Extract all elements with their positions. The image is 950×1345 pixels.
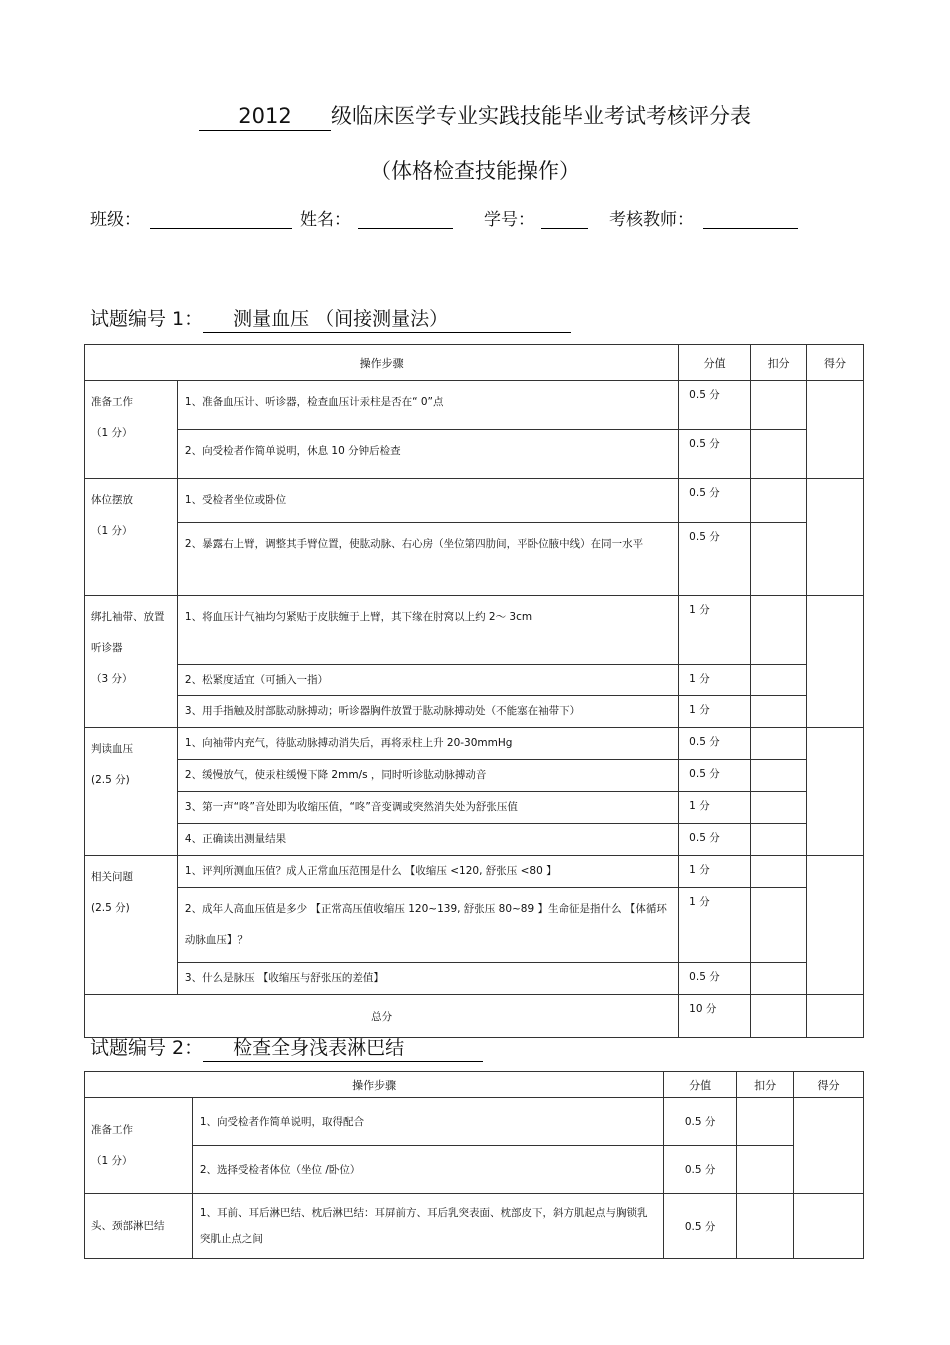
- step-text: 1、耳前、耳后淋巴结、枕后淋巴结：耳屏前方、耳后乳突表面、枕部皮下，斜方肌起点与胸锁乳突肌止点之间: [192, 1194, 663, 1259]
- q2-label: 试题编号 2：: [90, 1037, 204, 1059]
- table-row: [85, 381, 864, 430]
- category-points: （1 分）: [91, 1154, 133, 1167]
- category-name: 相关问题: [91, 871, 133, 883]
- student-id-field: [541, 228, 588, 229]
- header-deduct: 扣分: [751, 345, 807, 381]
- deduct-cell[interactable]: [751, 479, 807, 523]
- deduct-cell[interactable]: [751, 596, 807, 665]
- total-label: 总分: [85, 995, 679, 1038]
- step-score: 0.5 分: [679, 824, 751, 856]
- step-text: 2、成年人高血压值是多少 【正常高压值收缩压 120~139, 舒张压 80~89 】生命征是指什么 【体循环动脉血压】？: [177, 888, 678, 963]
- header-deduct: 扣分: [737, 1072, 794, 1098]
- deduct-cell[interactable]: [751, 523, 807, 596]
- q2-score-table: [84, 1071, 864, 1259]
- table-row: [85, 430, 864, 479]
- category-name: 体位摆放: [91, 494, 133, 506]
- step-score: 0.5 分: [679, 728, 751, 760]
- step-text: 1、受检者坐位或卧位: [177, 479, 678, 523]
- step-score: 1 分: [679, 596, 751, 665]
- step-text: 1、向袖带内充气，待肱动脉搏动消失后，再将汞柱上升 20-30mmHg: [177, 728, 678, 760]
- header-score: 分值: [664, 1072, 737, 1098]
- got-cell[interactable]: [794, 1194, 864, 1259]
- total-got-cell[interactable]: [807, 995, 864, 1038]
- step-score: 1 分: [679, 888, 751, 963]
- table-row: [85, 856, 864, 888]
- total-score: 10 分: [679, 995, 751, 1038]
- table-row: [85, 824, 864, 856]
- step-score: 0.5 分: [679, 760, 751, 792]
- category-points: （1 分）: [91, 427, 133, 439]
- step-text: 1、向受检者作简单说明，取得配合: [192, 1098, 663, 1146]
- table-row: [85, 888, 864, 963]
- deduct-cell[interactable]: [737, 1098, 794, 1146]
- document-subtitle: （体格检查技能操作）: [370, 159, 580, 183]
- document-title: [0, 100, 950, 131]
- header-got: 得分: [807, 345, 864, 381]
- step-text: 2、向受检者作简单说明，休息 10 分钟后检查: [177, 430, 678, 479]
- teacher-field: [703, 228, 798, 229]
- category-cell: [85, 381, 178, 479]
- got-cell[interactable]: [807, 596, 864, 728]
- category-cell: [85, 479, 178, 596]
- category-name: 头、颈部淋巴结: [91, 1220, 165, 1232]
- step-score: 1 分: [679, 696, 751, 728]
- step-score: 0.5 分: [664, 1098, 737, 1146]
- table-row: [85, 479, 864, 523]
- category-cell: [85, 1098, 193, 1194]
- table-row: [85, 1194, 864, 1259]
- q1-label: 试题编号 1：: [90, 308, 204, 330]
- q2-header-row: [85, 1072, 864, 1098]
- deduct-cell[interactable]: [751, 760, 807, 792]
- q1-score-table: [84, 344, 864, 1038]
- step-text: 4、正确读出测量结果: [177, 824, 678, 856]
- category-points: （1 分）: [91, 525, 133, 537]
- category-cell: [85, 1194, 193, 1259]
- class-label: 班级：: [90, 210, 141, 230]
- deduct-cell[interactable]: [751, 665, 807, 696]
- table-row: [85, 596, 864, 665]
- deduct-cell[interactable]: [751, 696, 807, 728]
- q2-heading: [90, 1033, 483, 1062]
- name-label: 姓名：: [300, 210, 351, 230]
- got-cell[interactable]: [807, 381, 864, 479]
- header-step: 操作步骤: [85, 1072, 664, 1098]
- table-row: [85, 1146, 864, 1194]
- step-text: 2、缓慢放气，使汞柱缓慢下降 2mm/s ，同时听诊肱动脉搏动音: [177, 760, 678, 792]
- table-row: [85, 1098, 864, 1146]
- total-deduct-cell[interactable]: [751, 995, 807, 1038]
- q1-title: 测量血压 （间接测量法）: [203, 304, 571, 333]
- step-score: 0.5 分: [679, 963, 751, 995]
- deduct-cell[interactable]: [751, 381, 807, 430]
- got-cell[interactable]: [794, 1098, 864, 1194]
- category-cell: [85, 728, 178, 856]
- title-year: 2012: [199, 104, 331, 131]
- category-cell: [85, 856, 178, 995]
- step-score: 0.5 分: [679, 381, 751, 430]
- total-row: [85, 995, 864, 1038]
- q2-title: 检查全身浅表淋巴结: [203, 1033, 483, 1062]
- category-name: 绑扎袖带、放置听诊器: [91, 611, 165, 654]
- deduct-cell[interactable]: [751, 792, 807, 824]
- category-points: (2.5 分): [91, 774, 130, 786]
- name-field: [358, 228, 453, 229]
- step-text: 3、什么是脉压 【收缩压与舒张压的差值】: [177, 963, 678, 995]
- step-score: 0.5 分: [664, 1146, 737, 1194]
- step-text: 3、第一声“咚”音处即为收缩压值，“咚”音变调或突然消失处为舒张压值: [177, 792, 678, 824]
- category-name: 准备工作: [91, 1123, 133, 1136]
- q1-heading: [90, 304, 571, 333]
- deduct-cell[interactable]: [751, 888, 807, 963]
- step-score: 0.5 分: [679, 523, 751, 596]
- got-cell[interactable]: [807, 479, 864, 596]
- step-score: 0.5 分: [679, 479, 751, 523]
- header-step: 操作步骤: [85, 345, 679, 381]
- table-row: [85, 728, 864, 760]
- class-field: [150, 228, 292, 229]
- student-id-label: 学号：: [484, 210, 535, 230]
- table-row: [85, 696, 864, 728]
- table-row: [85, 665, 864, 696]
- step-text: 3、用手指触及肘部肱动脉搏动；听诊器胸件放置于肱动脉搏动处（不能塞在袖带下）: [177, 696, 678, 728]
- deduct-cell[interactable]: [751, 728, 807, 760]
- title-main: 级临床医学专业实践技能毕业考试考核评分表: [331, 104, 751, 128]
- deduct-cell[interactable]: [751, 824, 807, 856]
- deduct-cell[interactable]: [751, 430, 807, 479]
- q1-header-row: [85, 345, 864, 381]
- got-cell[interactable]: [807, 728, 864, 856]
- deduct-cell[interactable]: [751, 963, 807, 995]
- step-score: 1 分: [679, 665, 751, 696]
- category-name: 判读血压: [91, 743, 133, 755]
- category-points: (2.5 分): [91, 902, 130, 914]
- step-score: 0.5 分: [679, 430, 751, 479]
- teacher-label: 考核教师：: [609, 210, 694, 230]
- step-score: 0.5 分: [664, 1194, 737, 1259]
- step-text: 1、将血压计气袖均匀紧贴于皮肤缠于上臂，其下缘在肘窝以上约 2～ 3cm: [177, 596, 678, 665]
- deduct-cell[interactable]: [751, 856, 807, 888]
- table-row: [85, 963, 864, 995]
- table-row: [85, 792, 864, 824]
- header-got: 得分: [794, 1072, 864, 1098]
- deduct-cell[interactable]: [737, 1194, 794, 1259]
- got-cell[interactable]: [807, 856, 864, 995]
- category-cell: [85, 596, 178, 728]
- step-score: 1 分: [679, 856, 751, 888]
- table-row: [85, 523, 864, 596]
- step-score: 1 分: [679, 792, 751, 824]
- category-points: （3 分）: [91, 673, 133, 685]
- table-row: [85, 760, 864, 792]
- step-text: 2、松紧度适宜（可插入一指）: [177, 665, 678, 696]
- category-name: 准备工作: [91, 396, 133, 408]
- deduct-cell[interactable]: [737, 1146, 794, 1194]
- step-text: 1、准备血压计、听诊器，检查血压计汞柱是否在“ 0”点: [177, 381, 678, 430]
- step-text: 2、选择受检者体位（坐位 /卧位）: [192, 1146, 663, 1194]
- step-text: 1、评判所测血压值？成人正常血压范围是什么 【收缩压 <120, 舒张压 <80 】: [177, 856, 678, 888]
- header-score: 分值: [679, 345, 751, 381]
- step-text: 2、暴露右上臂，调整其手臂位置，使肱动脉、右心房（坐位第四肋间，平卧位腋中线）在同一水平: [177, 523, 678, 596]
